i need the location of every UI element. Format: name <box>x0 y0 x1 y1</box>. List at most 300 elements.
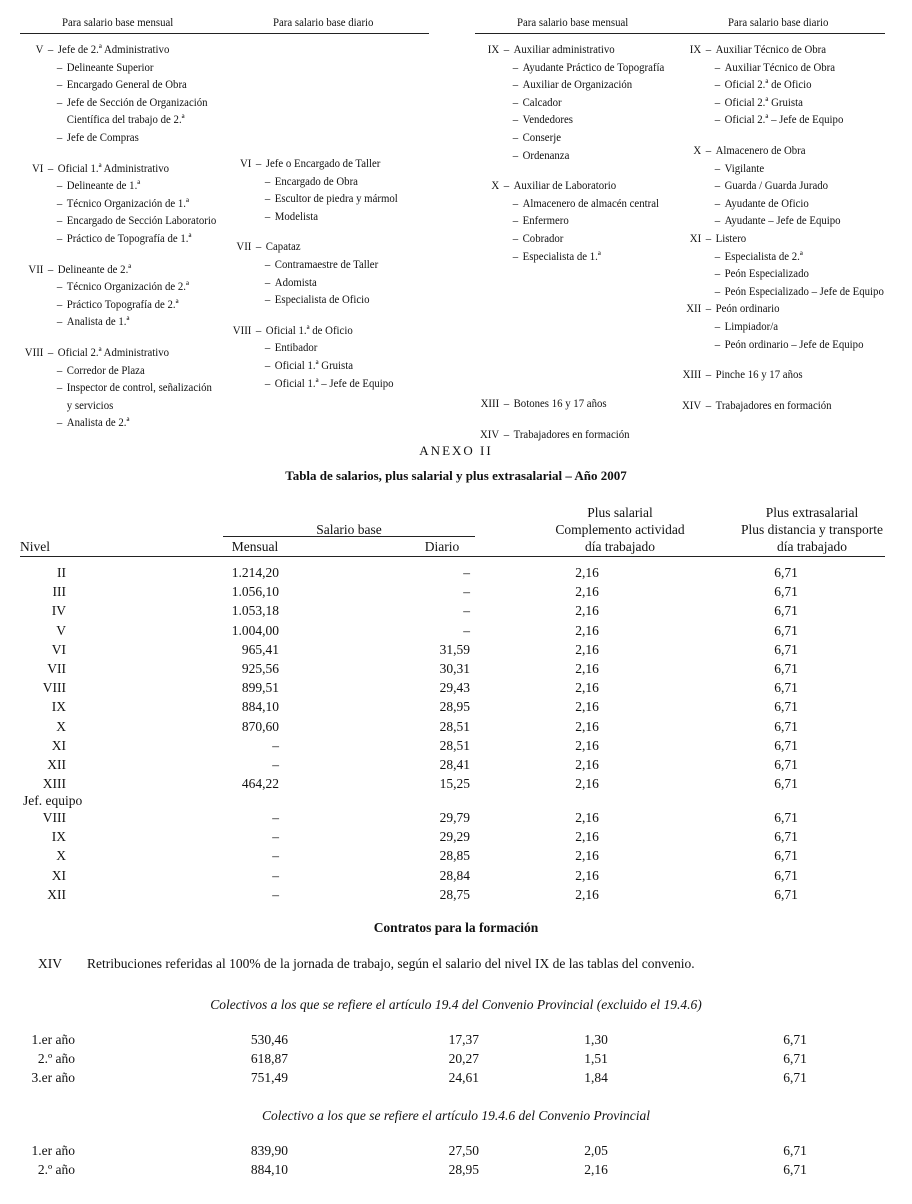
category-item <box>20 344 216 362</box>
cell-mensual: 618,87 <box>250 1051 288 1067</box>
category-level <box>228 256 251 274</box>
dash-separator: – <box>47 160 54 175</box>
category-level <box>20 230 43 248</box>
cell-nivel: III <box>52 584 66 600</box>
category-label: Delineante Superior <box>66 59 154 74</box>
cell-mensual: 839,90 <box>250 1143 288 1158</box>
category-level <box>474 147 499 165</box>
plus-extrasalarial-line-2: Plus distancia y transporte <box>740 522 884 537</box>
category-label: Auxiliar de Laboratorio <box>513 178 617 193</box>
category-label: Jefe de 2.ª Administrativo <box>57 42 170 56</box>
category-label: Conserje <box>522 129 561 144</box>
colectivos1-table <box>20 1030 905 1088</box>
cell-extra: 6,71 <box>774 584 798 600</box>
salary-row <box>20 755 896 774</box>
category-label: Práctico Topografía de 2.ª <box>66 296 179 311</box>
colectivo1-row <box>20 1049 905 1068</box>
dash-separator: – <box>714 178 721 193</box>
cell-mensual: 1.056,10 <box>231 584 279 600</box>
right-header-rule <box>475 33 885 34</box>
category-level <box>20 313 43 331</box>
cell-mensual: 925,56 <box>241 661 279 677</box>
category-label: Oficial 1.ª de Oficio <box>265 322 353 337</box>
left-mensual-list <box>20 41 216 445</box>
category-item <box>20 59 216 77</box>
category-group <box>676 300 884 353</box>
category-label: Encargado de Obra <box>274 173 358 188</box>
category-item <box>20 397 216 415</box>
category-item <box>20 111 216 129</box>
category-item <box>474 111 664 129</box>
category-item <box>20 379 216 397</box>
category-level <box>676 177 701 195</box>
salary-row <box>20 563 896 582</box>
cell-nivel: XI <box>51 737 66 753</box>
dash-separator <box>52 397 66 415</box>
category-group <box>676 397 884 415</box>
dash-separator: – <box>512 230 519 245</box>
category-level <box>20 177 43 195</box>
category-level: IX <box>487 42 500 56</box>
category-label: y servicios <box>66 397 114 412</box>
category-level <box>20 195 43 213</box>
category-label: Contramaestre de Taller <box>274 256 379 271</box>
header-plus-salarial <box>530 504 710 555</box>
category-level <box>676 248 701 266</box>
category-label: Oficial 2.ª de Oficio <box>724 77 812 92</box>
category-item <box>474 212 664 230</box>
category-level: XI <box>689 230 702 245</box>
category-group <box>474 41 664 164</box>
category-label: Auxiliar Técnico de Obra <box>715 42 827 56</box>
dash-separator: – <box>56 362 63 377</box>
category-item <box>20 313 216 331</box>
category-label: Jefe de Sección de Organización <box>66 94 208 109</box>
category-label: Listero <box>715 230 747 245</box>
category-label: Oficial 1.ª Gruista <box>274 357 354 372</box>
dash-separator: – <box>264 191 271 206</box>
cell-mensual: 884,10 <box>241 699 279 715</box>
category-item <box>20 261 216 279</box>
category-item <box>228 357 398 375</box>
plus-extrasalarial-line-1: Plus extrasalarial <box>765 505 859 520</box>
dash-separator: – <box>714 77 721 92</box>
category-item <box>228 173 398 191</box>
category-item <box>474 76 664 94</box>
cell-nivel: 1.er año <box>31 1143 75 1158</box>
category-item <box>474 129 664 147</box>
category-label: Oficial 2.ª – Jefe de Equipo <box>724 112 844 127</box>
category-level <box>20 94 43 112</box>
right-header-diario: Para salario base diario <box>728 15 829 29</box>
category-group <box>676 142 884 230</box>
dash-separator: – <box>714 283 721 298</box>
category-level <box>474 195 499 213</box>
salary-row <box>20 774 896 793</box>
cell-nivel: II <box>57 565 66 580</box>
category-item <box>676 283 884 301</box>
dash-separator: – <box>56 296 63 311</box>
colectivo2-row <box>20 1160 905 1179</box>
category-item <box>676 248 884 266</box>
cell-diario: – <box>463 584 470 600</box>
dash-separator <box>52 111 66 129</box>
dash-separator: – <box>705 42 712 56</box>
category-item <box>20 76 216 94</box>
category-label: Cobrador <box>522 230 564 245</box>
category-level <box>228 274 251 292</box>
category-level <box>676 160 701 178</box>
category-group <box>228 322 398 392</box>
annex-title: Tabla de salarios, plus salarial y plus extrasalarial – Año 2007 <box>285 468 627 483</box>
category-label: Vendedores <box>522 112 573 127</box>
dash-separator: – <box>56 279 63 294</box>
dash-separator: – <box>714 318 721 333</box>
category-level <box>474 212 499 230</box>
category-label: Trabajadores en formación <box>715 397 832 412</box>
category-group <box>20 261 216 331</box>
dash-separator: – <box>255 156 262 170</box>
cell-diario: 28,51 <box>439 737 470 753</box>
category-label: Calcador <box>522 94 562 109</box>
dash-separator: – <box>56 415 63 430</box>
category-group <box>228 155 398 225</box>
cell-diario: 28,41 <box>439 757 470 773</box>
dash-separator: – <box>255 239 262 254</box>
cell-nivel: XI <box>51 867 66 883</box>
category-item <box>20 94 216 112</box>
category-item <box>474 426 664 444</box>
dash-separator: – <box>264 375 271 390</box>
cell-extra: 6,71 <box>774 757 798 773</box>
cell-mensual: 870,60 <box>241 718 279 734</box>
cell-mensual: – <box>272 867 279 883</box>
jef-equipo-table <box>20 808 896 904</box>
cell-mensual: 965,41 <box>241 641 279 657</box>
category-item <box>20 230 216 248</box>
category-item <box>474 147 664 165</box>
category-item <box>228 208 398 226</box>
category-item <box>676 195 884 213</box>
cell-plus: 1,84 <box>584 1070 608 1086</box>
dash-separator: – <box>714 112 721 127</box>
cell-diario: 28,95 <box>448 1162 479 1178</box>
header-salario-base: Salario base <box>316 522 382 537</box>
cell-extra: 6,71 <box>774 622 798 638</box>
cell-diario: 29,29 <box>439 829 470 845</box>
colectivos1-title: Colectivos a los que se refiere el artículo 19.4 del Convenio Provincial (excluido el 19.4.6) <box>210 997 702 1012</box>
dash-separator: – <box>714 213 721 228</box>
category-label: Encargado de Sección Laboratorio <box>66 213 217 228</box>
category-level <box>474 76 499 94</box>
dash-separator: – <box>264 292 271 307</box>
category-level: IX <box>689 42 702 56</box>
cell-diario: 28,75 <box>439 886 470 902</box>
dash-separator: – <box>705 142 712 157</box>
salary-row <box>20 640 896 659</box>
category-level: VII <box>236 239 252 254</box>
dash-separator: – <box>56 59 63 74</box>
dash-separator: – <box>512 248 519 263</box>
category-label: Especialista de 2.ª <box>724 248 803 263</box>
cell-plus: 2,16 <box>584 1162 608 1178</box>
cell-plus: 2,16 <box>575 641 599 657</box>
category-level <box>676 283 701 301</box>
cell-extra: 6,71 <box>774 886 798 902</box>
cell-plus: 2,16 <box>575 718 599 734</box>
dash-separator: – <box>56 314 63 329</box>
category-level <box>474 94 499 112</box>
category-level <box>228 339 251 357</box>
dash-separator: – <box>56 77 63 92</box>
colectivos2-title: Colectivo a los que se refiere el artículo 19.4.6 del Convenio Provincial <box>261 1108 651 1123</box>
salary-row <box>20 717 896 736</box>
category-item <box>228 238 398 256</box>
category-label: Almacenero de Obra <box>715 142 806 157</box>
cell-plus: 2,16 <box>575 622 599 638</box>
jef-row <box>20 866 896 885</box>
cell-nivel: IV <box>51 603 66 619</box>
salary-row <box>20 659 896 678</box>
dash-separator: – <box>714 59 721 74</box>
cell-diario: – <box>463 603 470 619</box>
cell-plus: 2,05 <box>584 1143 608 1158</box>
cell-diario: 15,25 <box>439 776 470 792</box>
category-label: Técnico Organización de 2.ª <box>66 279 189 294</box>
cell-plus: 2,16 <box>575 661 599 677</box>
category-level <box>20 111 43 129</box>
salary-row <box>20 601 896 620</box>
category-level <box>20 59 43 77</box>
cell-extra: 6,71 <box>774 776 798 792</box>
category-label: Auxiliar de Organización <box>522 77 633 92</box>
category-label: Ordenanza <box>522 147 570 162</box>
category-level <box>20 212 43 230</box>
dash-separator: – <box>56 178 63 193</box>
category-label: Peón ordinario – Jefe de Equipo <box>724 336 864 351</box>
category-level <box>676 76 701 94</box>
category-level: VI <box>31 160 44 175</box>
category-label: Analista de 2.ª <box>66 415 130 430</box>
category-item <box>228 155 398 173</box>
category-item <box>474 41 664 59</box>
category-group <box>676 41 884 129</box>
category-level <box>20 362 43 380</box>
dash-separator: – <box>512 59 519 74</box>
dash-separator: – <box>512 147 519 162</box>
category-level <box>228 173 251 191</box>
category-level <box>228 375 251 393</box>
category-item <box>474 230 664 248</box>
category-level <box>676 195 701 213</box>
header-diario: Diario <box>424 539 460 554</box>
cell-nivel: XII <box>47 886 66 902</box>
category-item <box>228 274 398 292</box>
cell-extra: 6,71 <box>774 641 798 657</box>
category-item <box>20 296 216 314</box>
cell-mensual: – <box>272 886 279 902</box>
salary-row <box>20 621 896 640</box>
category-level <box>228 190 251 208</box>
left-header-rule <box>20 33 429 34</box>
category-item <box>20 278 216 296</box>
cell-extra: 6,71 <box>774 680 798 696</box>
category-item <box>474 59 664 77</box>
dash-separator: – <box>705 301 712 316</box>
category-level: XIV <box>480 426 500 441</box>
dash-separator: – <box>264 256 271 271</box>
dash-separator: – <box>714 266 721 281</box>
category-group <box>676 366 884 384</box>
dash-separator: – <box>512 94 519 109</box>
cell-plus: 2,16 <box>575 737 599 753</box>
category-label: Auxiliar administrativo <box>513 42 615 56</box>
category-level <box>676 212 701 230</box>
dash-separator: – <box>714 160 721 175</box>
category-level <box>228 291 251 309</box>
dash-separator: – <box>503 178 510 193</box>
jef-equipo-label: Jef. equipo <box>23 793 83 808</box>
category-level: XIV <box>682 397 702 412</box>
dash-separator: – <box>512 195 519 210</box>
cell-plus: 2,16 <box>575 757 599 773</box>
category-item <box>676 177 884 195</box>
category-item <box>20 177 216 195</box>
dash-separator: – <box>264 274 271 289</box>
dash-separator: – <box>56 195 63 210</box>
cell-diario: 31,59 <box>439 641 470 657</box>
category-label: Guarda / Guarda Jurado <box>724 178 829 193</box>
cell-diario: 29,43 <box>439 680 470 696</box>
annex-label: ANEXO II <box>419 443 493 458</box>
dash-separator: – <box>264 357 271 372</box>
category-item <box>474 195 664 213</box>
cell-extra: 6,71 <box>783 1162 807 1178</box>
cell-diario: – <box>463 622 470 638</box>
cell-mensual: 884,10 <box>250 1162 288 1178</box>
header-nivel: Nivel <box>20 539 50 554</box>
dash-separator: – <box>512 213 519 228</box>
cell-extra: 6,71 <box>783 1051 807 1067</box>
category-item <box>676 318 884 336</box>
category-label: Auxiliar Técnico de Obra <box>724 59 836 74</box>
category-label: Pinche 16 y 17 años <box>715 367 803 382</box>
jef-row <box>20 808 896 827</box>
category-item <box>20 195 216 213</box>
colectivo2-row <box>20 1141 905 1160</box>
jef-row <box>20 846 896 865</box>
left-header-mensual: Para salario base mensual <box>62 15 174 29</box>
category-label: Trabajadores en formación <box>513 426 630 441</box>
category-level <box>20 414 43 432</box>
category-label: Jefe de Compras <box>66 129 139 144</box>
cell-extra: 6,71 <box>774 829 798 845</box>
category-item <box>676 230 884 248</box>
category-item <box>20 41 216 59</box>
jef-row <box>20 827 896 846</box>
dash-separator: – <box>714 336 721 351</box>
table-header-rule <box>20 556 885 557</box>
category-label: Peón Especializado <box>724 266 809 281</box>
cell-mensual: 751,49 <box>250 1070 288 1086</box>
dash-separator: – <box>264 173 271 188</box>
right-header-mensual: Para salario base mensual <box>517 15 629 29</box>
category-level: X <box>693 142 702 157</box>
category-item <box>20 362 216 380</box>
category-item <box>676 160 884 178</box>
dash-separator: – <box>705 397 712 412</box>
category-level <box>676 318 701 336</box>
cell-nivel: XII <box>47 757 66 773</box>
cell-plus: 2,16 <box>575 867 599 883</box>
cell-nivel: VIII <box>42 810 66 825</box>
category-level <box>474 111 499 129</box>
category-item <box>474 177 664 195</box>
cell-diario: – <box>463 565 470 580</box>
category-label: Limpiador/a <box>724 318 778 333</box>
category-label: Práctico de Topografía de 1.ª <box>66 230 192 245</box>
dash-separator: – <box>264 340 271 355</box>
category-item <box>228 256 398 274</box>
xiv-level: XIV <box>38 956 62 971</box>
category-level: VIII <box>232 322 252 337</box>
cell-nivel: 2.º año <box>37 1051 75 1067</box>
cell-plus: 2,16 <box>575 848 599 864</box>
category-label: Científica del trabajo de 2.ª <box>66 112 185 127</box>
category-level <box>676 59 701 77</box>
category-item <box>474 395 664 413</box>
category-level: XIII <box>682 367 702 382</box>
category-item <box>676 142 884 160</box>
cell-plus: 2,16 <box>575 829 599 845</box>
category-group <box>20 344 216 432</box>
cell-diario: 17,37 <box>448 1032 479 1047</box>
category-label: Peón Especializado – Jefe de Equipo <box>724 283 884 298</box>
dash-separator: – <box>714 195 721 210</box>
category-label: Ayudante de Oficio <box>724 195 809 210</box>
dash-separator: – <box>705 230 712 245</box>
cell-diario: 28,95 <box>439 699 470 715</box>
category-item <box>474 94 664 112</box>
category-label: Corredor de Plaza <box>66 362 145 377</box>
category-label: Escultor de piedra y mármol <box>274 191 398 206</box>
category-level: XII <box>686 301 702 316</box>
cell-nivel: 2.º año <box>37 1162 75 1178</box>
cell-nivel: IX <box>51 829 66 845</box>
left-diario-list <box>228 155 398 405</box>
category-level: XIII <box>480 396 500 411</box>
category-label: Delineante de 1.ª <box>66 178 141 193</box>
cell-plus: 1,51 <box>584 1051 608 1067</box>
cell-mensual: – <box>272 737 279 753</box>
category-group <box>20 41 216 147</box>
salary-row <box>20 697 896 716</box>
cell-nivel: XIII <box>42 776 66 792</box>
category-label: Botones 16 y 17 años <box>513 396 607 411</box>
dash-separator: – <box>503 426 510 441</box>
dash-separator: – <box>714 248 721 263</box>
category-group <box>20 160 216 248</box>
category-item <box>474 248 664 266</box>
category-level <box>474 59 499 77</box>
header-plus-extrasalarial <box>717 504 907 555</box>
category-label: Oficial 2.ª Gruista <box>724 94 803 109</box>
category-level: X <box>491 178 500 193</box>
cell-extra: 6,71 <box>783 1143 807 1158</box>
category-level <box>20 379 43 397</box>
category-item <box>228 190 398 208</box>
category-item <box>676 397 884 415</box>
